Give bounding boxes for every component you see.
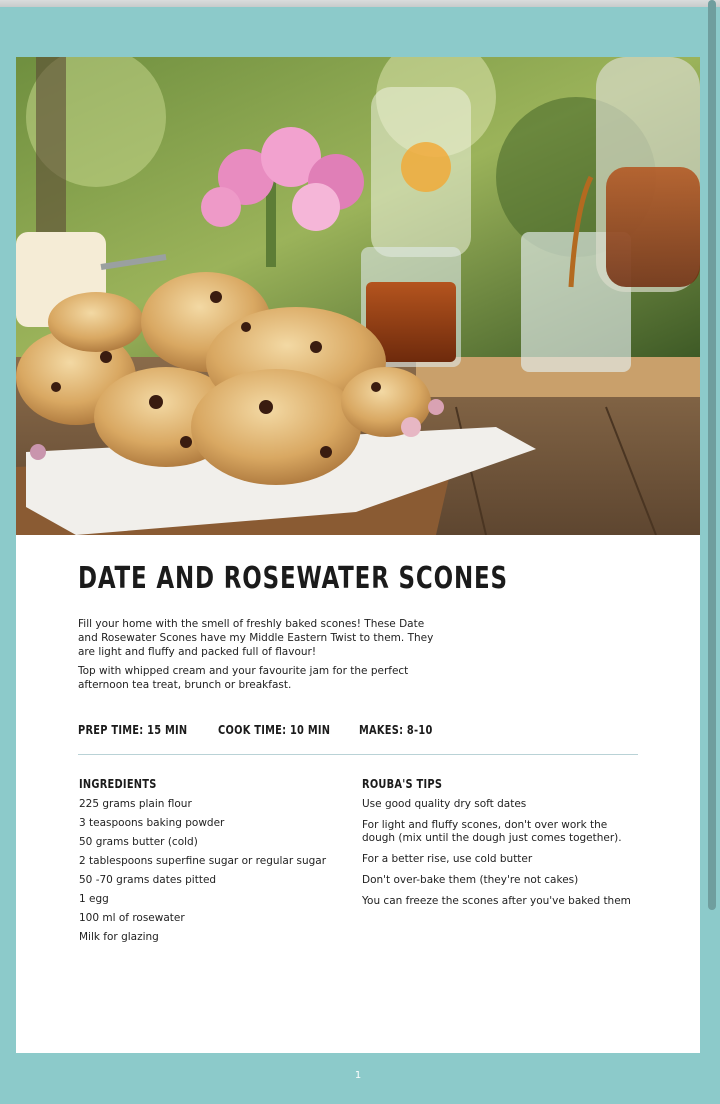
tips-list — [362, 798, 642, 916]
ingredients-heading: INGREDIENTS — [79, 777, 157, 791]
ingredient-item: 225 grams plain flour — [79, 798, 192, 810]
prep-time: PREP TIME: 15 MIN — [78, 723, 188, 737]
intro-paragraph: Fill your home with the smell of freshly baked scones! These Date and Rosewater Scones have my Middle Eastern Twist to them. They are light and fluffy and packed full of flavour! — [78, 618, 434, 658]
ingredient-item: 1 egg — [79, 893, 109, 905]
section-divider — [78, 754, 638, 755]
ingredients-list — [79, 797, 339, 949]
recipe-intro — [78, 617, 438, 697]
makes-count: MAKES: 8-10 — [359, 723, 433, 737]
tip-item: You can freeze the scones after you've baked them — [362, 895, 631, 907]
ingredient-item: 3 teaspoons baking powder — [79, 817, 225, 829]
viewer-top-bar — [0, 0, 720, 7]
intro-paragraph: Top with whipped cream and your favourite jam for the perfect afternoon tea treat, brunch or breakfast. — [78, 665, 409, 691]
page-number: 1 — [354, 1070, 362, 1081]
scones-photo — [16, 57, 700, 535]
tip-item: Don't over-bake them (they're not cakes) — [362, 874, 579, 886]
recipe-title: DATE AND ROSEWATER SCONES — [78, 561, 508, 596]
recipe-page — [16, 57, 700, 1053]
tip-item: For light and fluffy scones, don't over work the dough (mix until the dough just comes together). — [362, 819, 622, 844]
ingredient-item: 50 -70 grams dates pitted — [79, 874, 217, 886]
ingredient-item: 100 ml of rosewater — [79, 912, 185, 924]
ingredient-item: Milk for glazing — [79, 931, 159, 943]
ingredient-item: 50 grams butter (cold) — [79, 836, 198, 848]
tip-item: Use good quality dry soft dates — [362, 798, 527, 810]
tip-item: For a better rise, use cold butter — [362, 853, 533, 865]
tips-heading: ROUBA'S TIPS — [362, 777, 443, 791]
cook-time: COOK TIME: 10 MIN — [218, 723, 331, 737]
scrollbar[interactable] — [708, 0, 716, 910]
ingredient-item: 2 tablespoons superfine sugar or regular sugar — [79, 855, 327, 867]
